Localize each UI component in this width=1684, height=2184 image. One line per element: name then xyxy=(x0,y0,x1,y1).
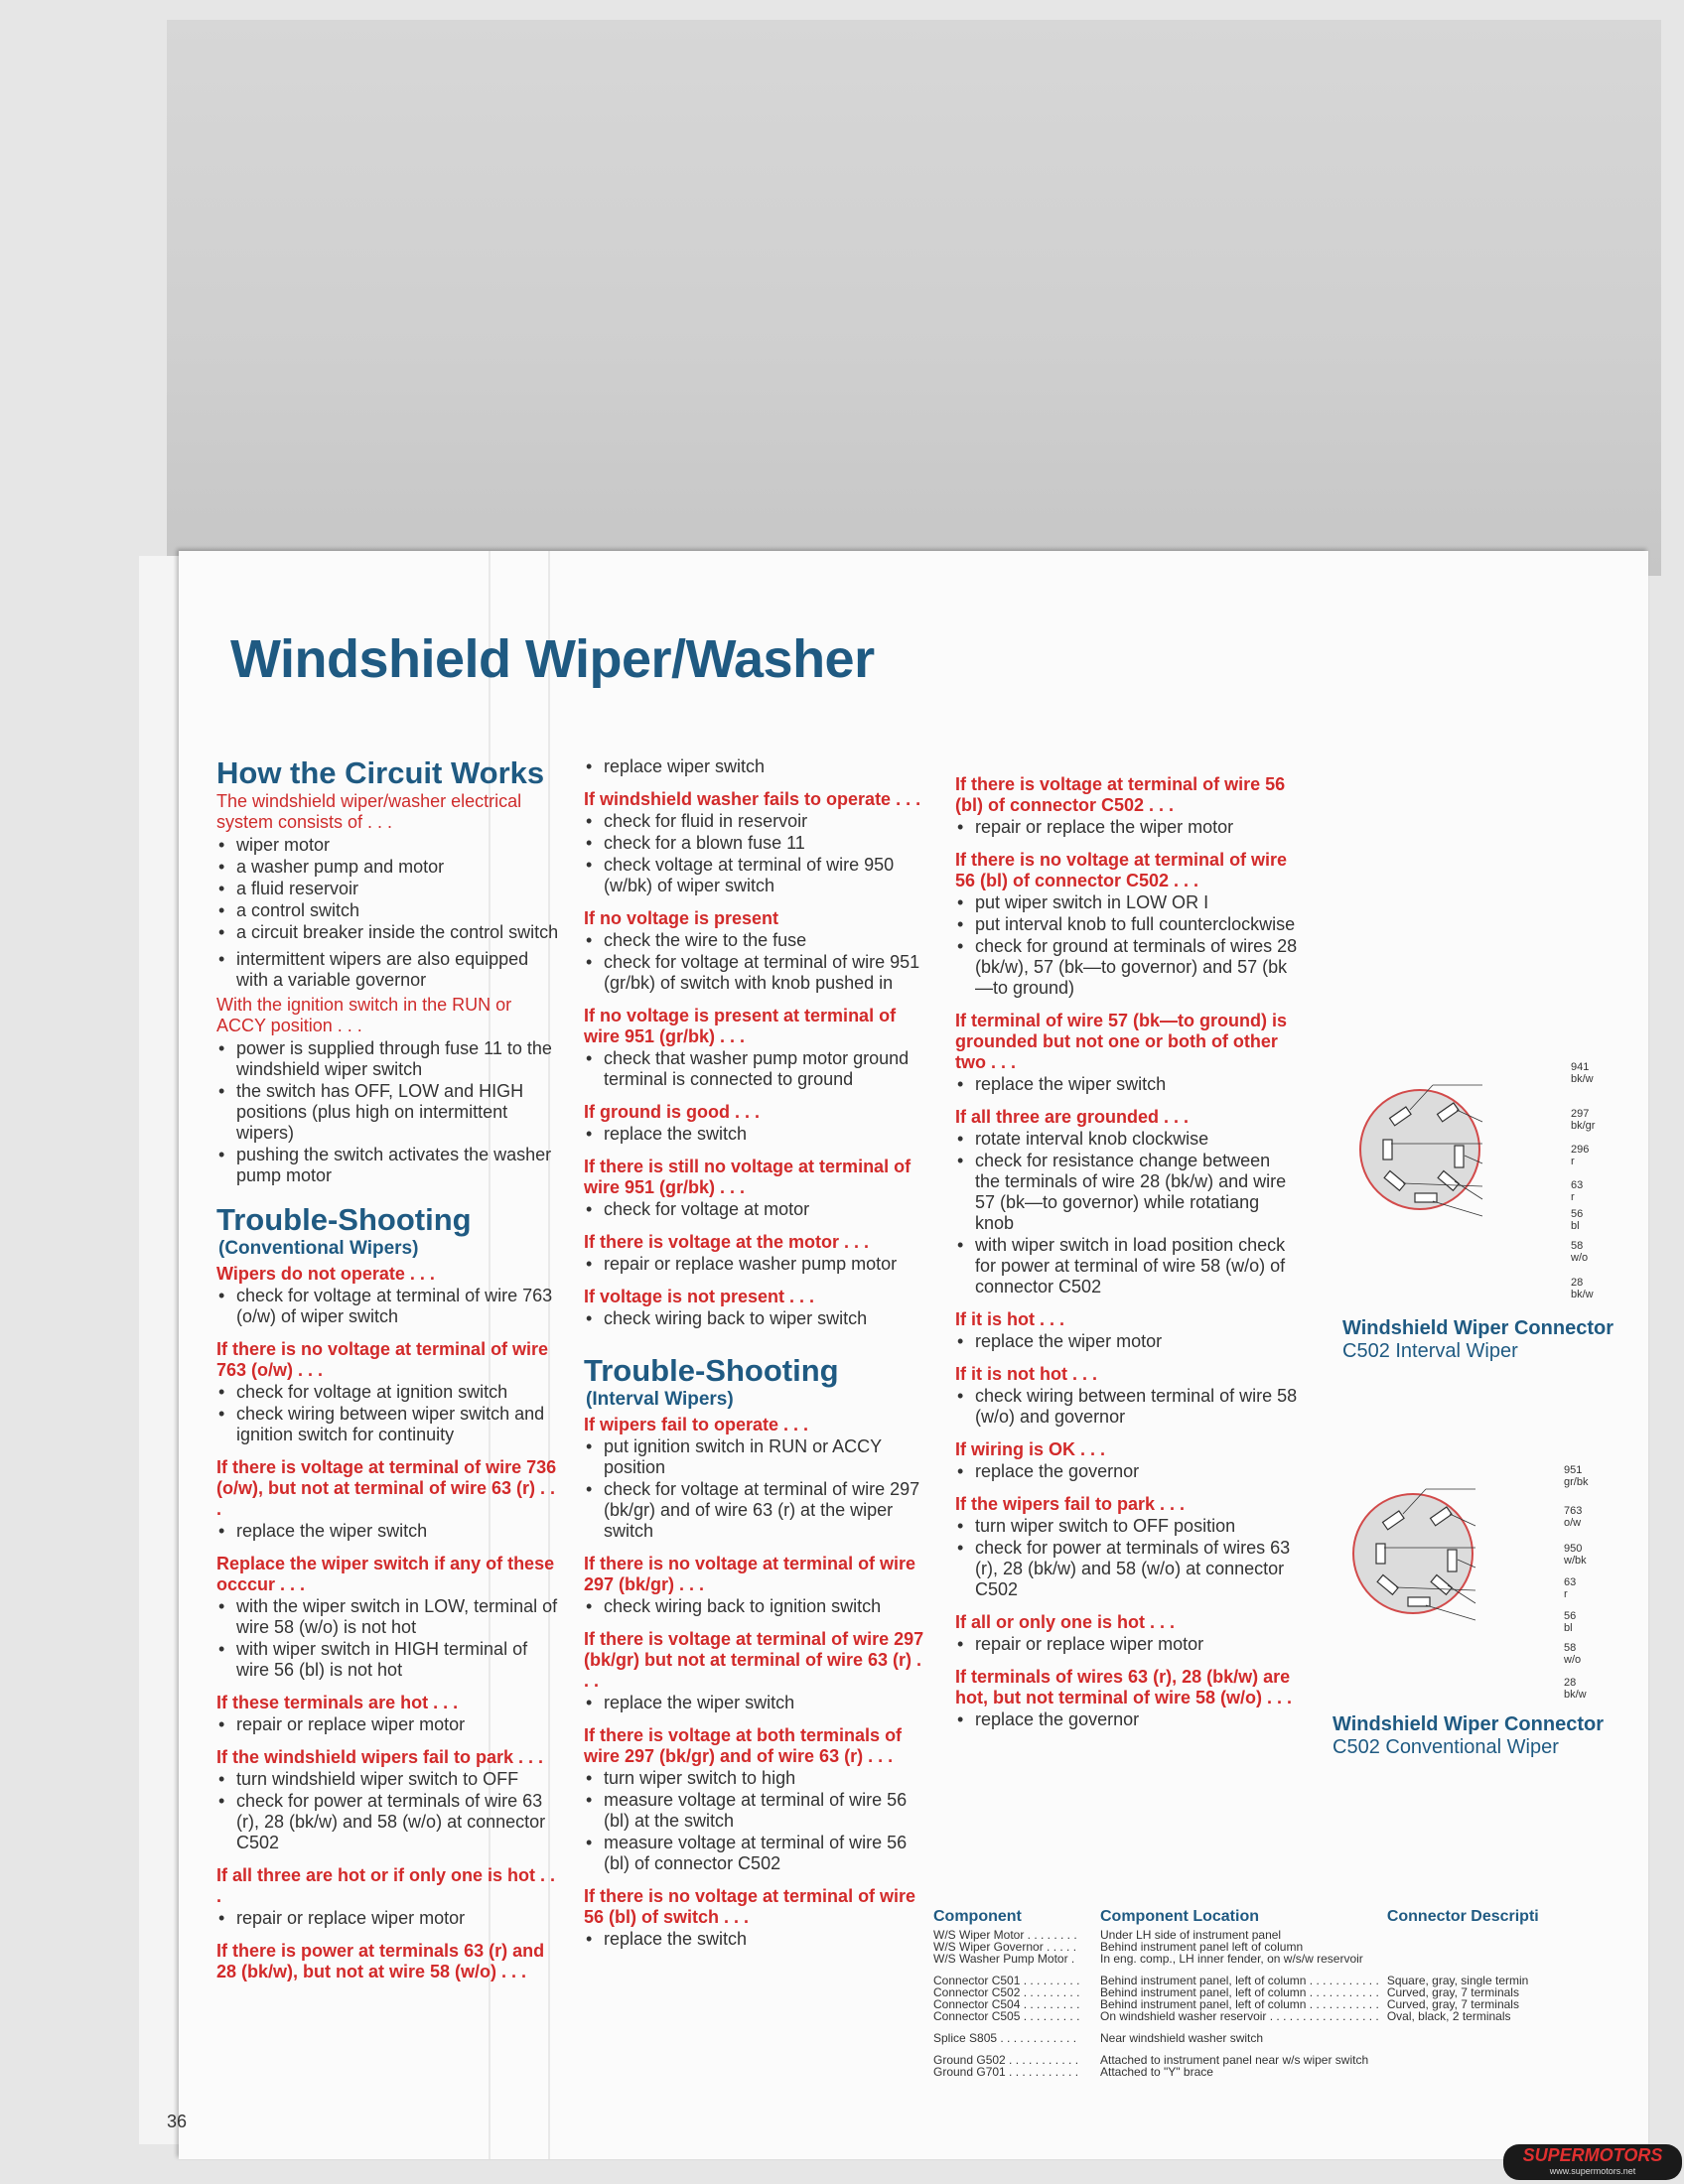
condition-heading: If terminal of wire 57 (bk—to ground) is grounded but not one or both of other two . . . xyxy=(955,1011,1288,1072)
list-item: • check for power at terminals of wire 63 (r), 28 (bk/w) and 58 (w/o) at connector C502 xyxy=(236,1791,564,1853)
connector-caption xyxy=(1342,1317,1640,1363)
list-item: • replace the wiper switch xyxy=(236,1521,564,1542)
step-list xyxy=(216,1382,564,1445)
step-list xyxy=(584,1308,926,1329)
list-item: • replace the wiper switch xyxy=(604,1693,926,1713)
list-item: • check for voltage at terminal of wire 951 (gr/bk) of switch with knob pushed in xyxy=(604,952,926,994)
pin-label: 296 xyxy=(1571,1144,1590,1156)
table-cell xyxy=(1387,1953,1547,1965)
condition-heading: If all or only one is hot . . . xyxy=(955,1612,1176,1632)
list-item: • check for resistance change between the terminals of wire 28 (bk/w) and wire 57 (bk—to governor) while rotatiang knob xyxy=(975,1151,1298,1234)
list-item: • with the wiper switch in LOW, terminal of wire 58 (w/o) is not hot xyxy=(236,1596,564,1638)
condition-heading: Replace the wiper switch if any of these occcur . . . xyxy=(216,1554,555,1594)
step-list xyxy=(216,1908,564,1929)
list-item: • replace the governor xyxy=(975,1461,1298,1482)
troubleshooting-subheading: (Conventional Wipers) xyxy=(218,1238,419,1259)
step-list xyxy=(955,1331,1298,1352)
condition-heading: If there is voltage at terminal of wire 56 (bl) of connector C502 . . . xyxy=(955,774,1286,815)
pin-label: r xyxy=(1564,1588,1568,1600)
step-list xyxy=(584,1254,926,1275)
pin-label: 56 xyxy=(1564,1610,1577,1622)
list-item: • put interval knob to full counterclockwise xyxy=(975,914,1298,935)
step-list xyxy=(216,1769,564,1853)
table-cell xyxy=(1387,1929,1547,1941)
connector-c502-interval-diagram xyxy=(1355,1052,1484,1231)
table-row xyxy=(933,2022,1547,2044)
list-item: • check for a blown fuse 11 xyxy=(604,833,926,854)
condition-heading: If there is still no voltage at terminal of wire 951 (gr/bk) . . . xyxy=(584,1157,912,1197)
table-cell: Behind instrument panel, left of column . . . . . . . . . . . xyxy=(1100,1997,1379,2011)
table-row xyxy=(933,1953,1547,1965)
step-list xyxy=(216,1521,564,1542)
condition-heading: If ground is good . . . xyxy=(584,1102,760,1122)
connector-caption xyxy=(1333,1713,1640,1759)
table-cell: W/S Wiper Governor . . . . . xyxy=(933,1940,1077,1954)
list-item: • check for ground at terminals of wires 28 (bk/w), 57 (bk—to governor) and 57 (bk—to ground) xyxy=(975,936,1298,999)
step-list xyxy=(955,1074,1298,1095)
condition-heading: If the wipers fail to park . . . xyxy=(955,1494,1186,1514)
pin-label: 763 xyxy=(1564,1505,1583,1517)
table-cell: Ground G502 . . . . . . . . . . . xyxy=(933,2053,1079,2067)
watermark-brand: SUPERMOTORS xyxy=(1522,2145,1663,2165)
list-item: • repair or replace wiper motor xyxy=(236,1714,564,1735)
list-item: • a circuit breaker inside the control switch xyxy=(236,922,564,943)
list-item: • a fluid reservoir xyxy=(236,879,564,899)
list-item: • turn wiper switch to OFF position xyxy=(975,1516,1298,1537)
list-item: • a washer pump and motor xyxy=(236,857,564,878)
pin-label: bl xyxy=(1564,1622,1573,1634)
step-list xyxy=(584,1124,926,1145)
step-list xyxy=(584,930,926,994)
condition-heading: Wipers do not operate . . . xyxy=(216,1264,435,1284)
how-circuit-heading: How the Circuit Works xyxy=(216,755,545,790)
column-1 xyxy=(216,755,564,1983)
table-cell: Connector C502 . . . . . . . . . xyxy=(933,1985,1080,1999)
pin-label: bk/w xyxy=(1564,1689,1587,1701)
condition-heading: If it is not hot . . . xyxy=(955,1364,1097,1384)
list-item: • replace the switch xyxy=(604,1929,926,1950)
list-item: • wiper motor xyxy=(236,835,564,856)
table-cell: Connector C504 . . . . . . . . . xyxy=(933,1997,1080,2011)
page-number: 36 xyxy=(167,2112,188,2131)
connector-c502-conventional-diagram xyxy=(1348,1456,1477,1635)
list-item: • with wiper switch in HIGH terminal of wire 56 (bl) is not hot xyxy=(236,1639,564,1681)
pin-label: 951 xyxy=(1564,1464,1583,1476)
pin-label: r xyxy=(1571,1191,1575,1203)
step-list xyxy=(955,817,1298,838)
list-item: • check wiring between wiper switch and ignition switch for continuity xyxy=(236,1404,564,1445)
table-cell: Behind instrument panel, left of column . . . . . . . . . . . xyxy=(1100,1974,1379,1987)
troubleshooting-interval-heading: Trouble-Shooting xyxy=(584,1353,839,1388)
table-cell: Curved, gray, 7 terminals xyxy=(1386,1985,1519,1999)
pin-label: bl xyxy=(1571,1220,1580,1232)
step-list xyxy=(955,1516,1298,1600)
table-cell xyxy=(1387,2044,1547,2066)
pin-label: r xyxy=(1571,1156,1575,1167)
pin-label: 950 xyxy=(1564,1543,1583,1555)
column-header: Component Location xyxy=(1100,1908,1259,1925)
condition-heading: If voltage is not present . . . xyxy=(584,1287,815,1306)
table-cell: On windshield washer reservoir . . . . . . . . . . . . . . . . . xyxy=(1100,2009,1379,2023)
step-list xyxy=(584,1693,926,1713)
step-list xyxy=(584,1048,926,1090)
watermark-url: www.supermotors.net xyxy=(1549,2166,1636,2176)
ignition-intro: With the ignition switch in the RUN or ACCY position . . . xyxy=(216,995,512,1035)
condition-heading: If all three are grounded . . . xyxy=(955,1107,1190,1127)
list-item: • turn wiper switch to high xyxy=(604,1768,926,1789)
pin-label: 63 xyxy=(1564,1576,1577,1588)
table-cell: Behind instrument panel, left of column . . . . . . . . . . . xyxy=(1100,1985,1379,1999)
list-item: • replace the wiper switch xyxy=(975,1074,1298,1095)
list-item: • check wiring back to wiper switch xyxy=(604,1308,926,1329)
condition-heading: If there is voltage at both terminals of wire 297 (bk/gr) and of wire 63 (r) . . . xyxy=(584,1725,903,1766)
list-item: • put wiper switch in LOW OR I xyxy=(975,892,1298,913)
pin-label: 28 xyxy=(1571,1277,1584,1289)
list-item: • put ignition switch in RUN or ACCY position xyxy=(604,1436,926,1478)
list-item: • check voltage at terminal of wire 950 (w/bk) of wiper switch xyxy=(604,855,926,896)
step-list xyxy=(955,892,1298,999)
troubleshooting-heading: Trouble-Shooting xyxy=(216,1202,472,1237)
condition-heading: If no voltage is present xyxy=(584,908,779,928)
pin-label: 297 xyxy=(1571,1108,1590,1120)
condition-heading: If there is no voltage at terminal of wire 763 (o/w) . . . xyxy=(216,1339,549,1380)
table-cell: Curved, gray, 7 terminals xyxy=(1386,1997,1519,2011)
list-item: • check that washer pump motor ground terminal is connected to ground xyxy=(604,1048,926,1090)
table-row xyxy=(933,1965,1547,1986)
table-cell xyxy=(1387,1941,1547,1953)
table-cell: Under LH side of instrument panel xyxy=(1100,1928,1282,1942)
table-cell: Connector C505 . . . . . . . . . xyxy=(933,2009,1080,2023)
condition-heading: If all three are hot or if only one is hot . . . xyxy=(216,1865,556,1906)
condition-heading: If there is power at terminals 63 (r) and 28 (bk/w), but not at wire 58 (w/o) . . . xyxy=(216,1941,545,1981)
list-item: • measure voltage at terminal of wire 56 (bl) of connector C502 xyxy=(604,1833,926,1874)
pin-label: 58 xyxy=(1564,1642,1577,1654)
table-cell: Connector C501 . . . . . . . . . xyxy=(933,1974,1080,1987)
condition-heading: If there is voltage at terminal of wire 736 (o/w), but not at terminal of wire 63 (r) . . . xyxy=(216,1457,557,1519)
list-item: • check for voltage at terminal of wire 297 (bk/gr) and of wire 63 (r) at the wiper switch xyxy=(604,1479,926,1542)
caption-title: Windshield Wiper Connector xyxy=(1342,1317,1614,1339)
how-list xyxy=(216,835,564,991)
list-item: • a control switch xyxy=(236,900,564,921)
list-item: • the switch has OFF, LOW and HIGH positions (plus high on intermittent wipers) xyxy=(236,1081,564,1144)
list-item: • check for voltage at motor xyxy=(604,1199,926,1220)
list-item: • repair or replace wiper motor xyxy=(975,1634,1298,1655)
how-intro: The windshield wiper/washer electrical system consists of . . . xyxy=(216,791,522,832)
table-row xyxy=(933,2066,1547,2078)
condition-heading: If there is voltage at the motor . . . xyxy=(584,1232,870,1252)
condition-heading: If there is no voltage at terminal of wire 56 (bl) of connector C502 . . . xyxy=(955,850,1288,890)
column-header: Component xyxy=(933,1908,1022,1925)
pin-label: 941 xyxy=(1571,1061,1590,1073)
ignition-list xyxy=(216,1038,564,1186)
list-item: • check for voltage at ignition switch xyxy=(236,1382,564,1403)
column-header: Connector Descripti xyxy=(1386,1908,1539,1925)
step-list xyxy=(216,1714,564,1735)
condition-heading: If there is voltage at terminal of wire 297 (bk/gr) but not at terminal of wire 63 (r) . . . xyxy=(584,1629,924,1691)
list-item: • replace the wiper motor xyxy=(975,1331,1298,1352)
step-list xyxy=(584,1436,926,1542)
condition-heading: If terminals of wires 63 (r), 28 (bk/w) are hot, but not terminal of wire 58 (w/o) . . . xyxy=(955,1667,1293,1707)
pin-label: w/bk xyxy=(1564,1555,1587,1567)
list-item: • replace the switch xyxy=(604,1124,926,1145)
table-header-row xyxy=(933,1911,1547,1929)
step-list xyxy=(955,1386,1298,1428)
list-item: • replace the governor xyxy=(975,1709,1298,1730)
table-cell: Splice S805 . . . . . . . . . . . . xyxy=(933,2031,1077,2045)
column-3 xyxy=(955,774,1298,1731)
component-table xyxy=(933,1908,1547,2079)
scan-background xyxy=(167,20,1661,576)
table-row xyxy=(933,2010,1547,2022)
list-item: • repair or replace the wiper motor xyxy=(975,817,1298,838)
table-cell: Behind instrument panel left of column xyxy=(1100,1940,1304,1954)
caption-title: Windshield Wiper Connector xyxy=(1333,1713,1604,1735)
pin-label: gr/bk xyxy=(1564,1476,1589,1488)
list-item: • repair or replace washer pump motor xyxy=(604,1254,926,1275)
table-row xyxy=(933,2044,1547,2066)
step-list xyxy=(584,1929,926,1950)
list-item: • repair or replace wiper motor xyxy=(236,1908,564,1929)
table-cell: In eng. comp., LH inner fender, on w/s/w reservoir xyxy=(1100,1952,1363,1966)
pin-label: w/o xyxy=(1564,1654,1582,1666)
pin-label: 28 xyxy=(1564,1677,1577,1689)
table-cell xyxy=(1387,2022,1547,2044)
list-item: • with wiper switch in load position check for power at terminal of wire 58 (w/o) of connector C502 xyxy=(975,1235,1298,1297)
page-title: Windshield Wiper/Washer xyxy=(230,629,875,689)
pin-label: 58 xyxy=(1571,1240,1584,1252)
pin-label: 63 xyxy=(1571,1179,1584,1191)
condition-heading: If these terminals are hot . . . xyxy=(216,1693,459,1712)
pin-label: bk/w xyxy=(1571,1289,1594,1300)
caption-subtitle: C502 Conventional Wiper xyxy=(1333,1736,1559,1758)
step-list xyxy=(584,1596,926,1617)
condition-heading: If there is no voltage at terminal of wire 56 (bl) of switch . . . xyxy=(584,1886,916,1927)
pin-label: bk/w xyxy=(1571,1073,1594,1085)
site-watermark xyxy=(1503,2144,1682,2180)
list-item: • check wiring back to ignition switch xyxy=(604,1596,926,1617)
list-item: • power is supplied through fuse 11 to the windshield wiper switch xyxy=(236,1038,564,1080)
step-list xyxy=(216,1596,564,1681)
manual-page xyxy=(167,551,1648,2159)
pin-label: 56 xyxy=(1571,1208,1584,1220)
table-cell: Oval, black, 2 terminals xyxy=(1386,2009,1511,2023)
list-item: • check for power at terminals of wires 63 (r), 28 (bk/w) and 58 (w/o) at connector C502 xyxy=(975,1538,1298,1600)
table-cell: W/S Washer Pump Motor . xyxy=(933,1952,1075,1966)
step-list xyxy=(955,1461,1298,1482)
step-list xyxy=(955,1709,1298,1730)
list-item: • check for fluid in reservoir xyxy=(604,811,926,832)
list-item: • replace wiper switch xyxy=(604,756,926,777)
list-item: • check for voltage at terminal of wire 763 (o/w) of wiper switch xyxy=(236,1286,564,1327)
list-item: • rotate interval knob clockwise xyxy=(975,1129,1298,1150)
table-cell: Attached to "Y" brace xyxy=(1100,2065,1213,2079)
list-item: • check wiring between terminal of wire 58 (w/o) and governor xyxy=(975,1386,1298,1428)
step-list xyxy=(955,1129,1298,1297)
list-item: • check the wire to the fuse xyxy=(604,930,926,951)
step-list xyxy=(584,811,926,896)
list-item: • measure voltage at terminal of wire 56 (bl) at the switch xyxy=(604,1790,926,1832)
pin-label: w/o xyxy=(1571,1252,1589,1264)
caption-subtitle: C502 Interval Wiper xyxy=(1342,1340,1518,1362)
condition-heading: If the windshield wipers fail to park . . . xyxy=(216,1747,544,1767)
condition-heading: If wipers fail to operate . . . xyxy=(584,1415,809,1434)
table-cell: Square, gray, single termin xyxy=(1386,1974,1529,1987)
step-list xyxy=(955,1634,1298,1655)
table-cell: Ground G701 . . . . . . . . . . . xyxy=(933,2065,1079,2079)
table-cell: W/S Wiper Motor . . . . . . . . xyxy=(933,1928,1077,1942)
condition-heading: If there is no voltage at terminal of wire 297 (bk/gr) . . . xyxy=(584,1554,916,1594)
step-list xyxy=(584,1768,926,1874)
column-2 xyxy=(584,755,926,1951)
condition-heading: If windshield washer fails to operate . . . xyxy=(584,789,921,809)
troubleshooting-interval-subheading: (Interval Wipers) xyxy=(586,1389,734,1410)
table-cell xyxy=(1387,2066,1547,2078)
table-cell: Near windshield washer switch xyxy=(1100,2031,1264,2045)
pin-label: o/w xyxy=(1564,1517,1582,1529)
condition-heading: If wiring is OK . . . xyxy=(955,1439,1106,1459)
step-list xyxy=(584,1199,926,1220)
step-list xyxy=(216,1286,564,1327)
condition-heading: If no voltage is present at terminal of wire 951 (gr/bk) . . . xyxy=(584,1006,897,1046)
condition-heading: If it is hot . . . xyxy=(955,1309,1064,1329)
list-item: • pushing the switch activates the washer pump motor xyxy=(236,1145,564,1186)
pin-label: bk/gr xyxy=(1571,1120,1596,1132)
table-cell: Attached to instrument panel near w/s wiper switch xyxy=(1100,2053,1369,2067)
step-list xyxy=(584,756,926,777)
list-item: • intermittent wipers are also equipped with a variable governor xyxy=(236,949,564,991)
list-item: • turn windshield wiper switch to OFF xyxy=(236,1769,564,1790)
